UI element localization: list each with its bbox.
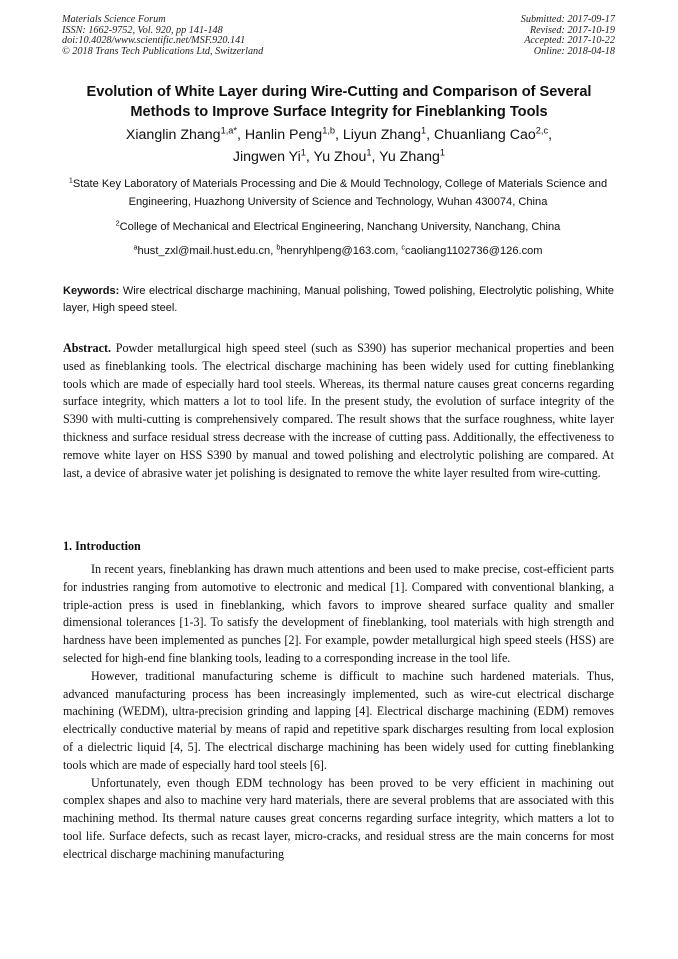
author-separator: , <box>426 127 435 143</box>
author-affiliation-mark: 1,b <box>322 125 336 136</box>
email-link[interactable]: caoliang1102736@126.com <box>405 245 543 257</box>
affiliation-2 <box>58 219 618 237</box>
keywords-label: Keywords: <box>63 285 120 297</box>
paragraph: In recent years, fineblanking has drawn much attentions and been used to make precise, cost-efficient parts for industries ranging from automotive to electronic and medical [1]. Compared with conventional blanking, a triple-action press is used in fineblanking, which favors to improve sheared surface quality and smaller dimensional tolerances [1-3]. To satisfy the development of fineblanking, tool materials with high strength and hardness have been implemented as punches [2]. For example, powder metallurgical high speed steels (HSS) are selected for high-end fine blanking tools, leading to a corresponding increase in the tool life. <box>63 562 614 665</box>
publication-dates <box>521 15 615 57</box>
submitted-date: Submitted: 2017-09-17 <box>520 14 615 25</box>
accepted-date: Accepted: 2017-10-22 <box>524 35 615 47</box>
author-list <box>40 124 638 168</box>
author-separator: , <box>305 149 314 165</box>
doi-line: doi:10.4028/www.scientific.net/MSF.920.141 <box>62 35 246 47</box>
affiliation-1 <box>58 176 618 211</box>
revised-date: Revised: 2017-10-19 <box>529 24 615 36</box>
journal-name: Materials Science Forum <box>62 14 166 25</box>
introduction-body <box>63 561 614 864</box>
paragraph: However, traditional manufacturing scheme is difficult to machine such hardened materials. Thus, advanced manufacturing process has been increasingly implemented, such as wire-cut electrical discharge machining (WEDM), ultra-precision grinding and lapping [4]. Electrical discharge machining (EDM) removes electrically conductive material by means of rapid and repetitive spark discharges resulting from local explosion of a dielectric liquid [4, 5]. The electrical discharge machining has been widely used for cutting fineblanking tools which are made of especially hard tool steels [6]. <box>63 668 614 772</box>
author-separator: , <box>236 127 245 143</box>
email-link[interactable]: hust_zxl@mail.hust.edu.cn, <box>137 245 277 257</box>
title-line-1: Evolution of White Layer during Wire-Cutting and Comparison of Several <box>86 84 592 100</box>
issn-line: ISSN: 1662-9752, Vol. 920, pp 141-148 <box>62 24 223 36</box>
paper-title <box>40 82 638 122</box>
email-mark: a <box>133 242 138 252</box>
online-date: Online: 2018-04-18 <box>533 45 615 57</box>
author-name: Liyun Zhang <box>342 127 421 143</box>
email-mark: c <box>401 242 406 252</box>
author-name: Chuanliang Cao <box>434 127 536 143</box>
abstract-text: Powder metallurgical high speed steel (such as S390) has superior mechanical properties and been used as fineblanking tools. The electrical discharge machining has been widely used for cutting fineblanking tools which are made of especially hard tool steels. Whereas, its thermal nature causes great concerns regarding surface integrity, which matters a lot to tool life. In the present study, the evolution of surface integrity of the S390 with multi-cutting is comprehensively compared. The result shows that the surface roughness, white layer thickness and surface residual stress decrease with the increase of cutting pass. Additionally, the effectiveness to remove white layer on HSS S390 by manual and towed polishing and electrolytic polishing are compared. At last, a device of abrasive water jet polishing is designated to remove the white layer resulted from wire-cutting. <box>63 341 614 480</box>
paragraph: Unfortunately, even though EDM technology has been proved to be very efficient in machining out complex shapes and also to machine very hard materials, there are several problems that are associated with this machining method. Its thermal nature causes great concerns regarding surface integrity, which matters a lot to tool life. Surface defects, such as recast layer, micro-cracks, and residual stress are the main concerns for most electrical discharge machining manufacturing <box>63 775 614 861</box>
title-line-2: Methods to Improve Surface Integrity for Fineblanking Tools <box>130 104 548 120</box>
author-separator: , <box>335 127 343 143</box>
author-name: Hanlin Peng <box>244 127 323 143</box>
journal-info <box>62 15 263 57</box>
email-link[interactable]: henryhlpeng@163.com, <box>280 245 402 257</box>
author-affiliation-mark: 2,c <box>535 125 549 136</box>
keywords <box>63 283 614 317</box>
abstract-label: Abstract. <box>63 341 112 355</box>
author-name: Yu Zhou <box>313 149 367 165</box>
affiliation-text: State Key Laboratory of Materials Processing and Die & Mould Technology, College of Materials Science and Engineering, Huazhong University of Science and Technology, Wuhan 430074, China <box>72 178 608 208</box>
author-name: Yu Zhang <box>379 149 440 165</box>
author-separator: , <box>371 149 380 165</box>
affiliation-mark: 1 <box>68 175 73 185</box>
copyright-line: © 2018 Trans Tech Publications Ltd, Switzerland <box>62 45 264 57</box>
author-emails <box>58 243 618 261</box>
author-separator: , <box>548 127 553 143</box>
section-heading: 1. Introduction <box>63 539 141 553</box>
author-name: Xianglin Zhang <box>125 127 221 143</box>
author-affiliation-mark: 1,a* <box>220 125 237 136</box>
author-affiliation-mark: 1 <box>300 147 306 158</box>
keywords-text: Wire electrical discharge machining, Manual polishing, Towed polishing, Electrolytic polishing, White layer, High speed steel. <box>63 285 614 314</box>
affiliation-text: College of Mechanical and Electrical Engineering, Nanchang University, Nanchang, China <box>119 221 561 233</box>
abstract <box>63 340 614 482</box>
author-name: Jingwen Yi <box>232 149 301 165</box>
author-affiliation-mark: 1 <box>439 147 446 158</box>
author-affiliation-mark: 1 <box>421 125 427 136</box>
author-affiliation-mark: 1 <box>366 147 372 158</box>
email-mark: b <box>276 242 281 252</box>
affiliation-mark: 2 <box>115 218 120 228</box>
